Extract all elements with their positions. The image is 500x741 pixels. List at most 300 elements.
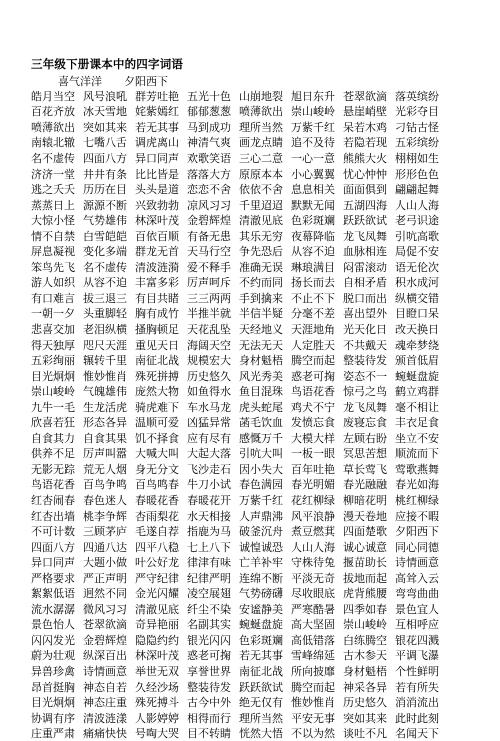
word-cell: 身无分文 (135, 462, 179, 476)
word-cell: 夕阳西下 (395, 525, 439, 539)
word-row (31, 554, 491, 570)
word-row (31, 710, 491, 726)
word-cell: 崇山峻岭 (291, 105, 335, 119)
word-cell: 庄重严肃 (31, 727, 75, 741)
word-cell: 群芳吐艳 (135, 89, 179, 103)
word-cell: 历史悠久 (343, 696, 387, 710)
word-cell: 老弓识途 (395, 214, 439, 228)
word-cell: 分毫不差 (291, 307, 335, 321)
word-cell: 春光融融 (343, 478, 387, 492)
word-cell: 百鸟争鸣 (83, 478, 127, 492)
word-cell: 悬崖峭壁 (343, 105, 387, 119)
word-cell: 局促不安 (395, 245, 439, 259)
word-cell: 四通八达 (83, 540, 127, 554)
word-cell: 风光秀美 (239, 369, 283, 383)
word-cell: 无影无踪 (31, 462, 75, 476)
word-cell: 雪峰绵延 (291, 649, 335, 663)
word-cell: 温顺可爱 (135, 416, 179, 430)
word-cell: 理所当然 (239, 711, 283, 725)
word-cell: 享誉世界 (187, 665, 231, 679)
word-cell: 血脉相连 (343, 245, 387, 259)
word-cell: 春色迷人 (83, 494, 127, 507)
word-cell: 清波涟漾 (83, 711, 127, 725)
word-cell: 百花齐放 (31, 105, 75, 119)
word-cell: 安谧静美 (239, 602, 283, 616)
word-cell: 厉声叫嚣 (83, 447, 127, 461)
word-cell: 身材魁梧 (239, 354, 283, 368)
word-cell: 纪律严明 (187, 571, 231, 585)
word-cell: 栩栩如生 (395, 151, 439, 165)
extra-word-1: 喜气洋洋 (58, 75, 102, 88)
word-cell: 刁钻古怪 (395, 120, 439, 134)
word-cell: 风号浪吼 (83, 89, 127, 103)
word-cell: 大题小做 (83, 556, 127, 570)
word-cell: 应有尽有 (187, 431, 231, 445)
word-cell: 老泪纵横 (83, 322, 127, 336)
word-cell: 搔胸顿足 (135, 322, 179, 336)
word-cell: 形态各异 (83, 416, 127, 430)
word-cell: 平淡无奇 (291, 571, 335, 585)
word-cell: 柳暗花明 (343, 494, 387, 507)
word-cell: 屏息凝视 (31, 245, 75, 259)
word-cell: 絮絮低语 (31, 587, 75, 601)
word-cell: 呆若木鸡 (343, 120, 387, 134)
word-cell: 欣喜若狂 (31, 416, 75, 430)
word-cell: 千里迢迢 (239, 198, 283, 212)
word-cell: 比比皆是 (135, 167, 179, 181)
word-cell: 所向披靡 (291, 665, 335, 679)
word-row (31, 150, 491, 166)
word-cell: 头重脚轻 (83, 307, 127, 321)
word-cell: 龙飞凤舞 (343, 400, 387, 414)
word-cell: 大惊小怪 (31, 214, 75, 228)
word-cell: 不约而同 (239, 276, 283, 290)
word-cell: 神态庄重 (83, 696, 127, 710)
word-cell: 人定胜天 (291, 338, 335, 352)
word-cell: 欢歌笑语 (187, 151, 231, 165)
word-cell: 骑虎难下 (135, 400, 179, 414)
word-cell: 一板一眼 (291, 447, 335, 461)
word-cell: 久经沙场 (135, 680, 179, 694)
word-cell: 消消流出 (395, 696, 439, 710)
word-cell: 手到擒来 (239, 291, 283, 305)
word-cell: 飞沙走石 (187, 462, 231, 476)
word-cell: 喷薄欲出 (31, 120, 75, 134)
word-cell: 有目共睹 (135, 291, 179, 305)
word-cell: 鹤立鸡群 (395, 385, 439, 399)
word-cell: 爱不释手 (187, 260, 231, 274)
word-cell: 目不转睛 (187, 727, 231, 741)
word-cell: 丰衣足食 (395, 416, 439, 430)
word-row (31, 492, 491, 508)
word-cell: 惊弓之鸟 (343, 385, 387, 399)
word-cell: 济济一堂 (31, 167, 75, 181)
word-cell: 历史悠久 (187, 369, 231, 383)
word-cell: 人山人海 (395, 198, 439, 212)
word-cell: 昂首挺胸 (31, 680, 75, 694)
word-cell: 毫不相让 (395, 400, 439, 414)
word-cell: 一朝一夕 (31, 307, 75, 321)
word-row (31, 104, 491, 120)
word-cell: 供养不足 (31, 447, 75, 461)
word-cell: 规模宏大 (187, 354, 231, 368)
word-cell: 三心二意 (239, 151, 283, 165)
word-cell: 色彩斑斓 (291, 214, 335, 228)
word-cell: 目光炯炯 (31, 369, 75, 383)
word-cell: 坐立不安 (395, 431, 439, 445)
word-cell: 扬长而去 (291, 276, 335, 290)
word-cell: 春暖花开 (187, 494, 231, 507)
word-cell: 腾空而起 (291, 680, 335, 694)
word-cell: 身材魁梧 (343, 665, 387, 679)
word-cell: 气势磅礴 (239, 587, 283, 601)
word-cell: 自食其力 (31, 431, 75, 445)
word-cell: 惟妙惟肖 (291, 696, 335, 710)
word-cell: 得天独厚 (31, 338, 75, 352)
word-cell: 感慨万千 (239, 431, 283, 445)
word-cell: 应接不暇 (395, 509, 439, 523)
word-cell: 殊死拼搏 (135, 369, 179, 383)
word-cell: 惑老可掬 (291, 369, 335, 383)
word-cell: 马到成功 (187, 120, 231, 134)
word-cell: 人影婷婷 (135, 711, 179, 725)
word-cell: 破釜沉舟 (239, 525, 283, 539)
word-cell: 引吭大叫 (239, 447, 283, 461)
word-cell: 大起大落 (187, 447, 231, 461)
word-cell: 五湖四海 (343, 198, 387, 212)
word-cell: 凉风习习 (187, 198, 231, 212)
word-cell: 春色满园 (239, 478, 283, 492)
word-cell: 流水潺潺 (31, 602, 75, 616)
word-cell: 落落大方 (187, 167, 231, 181)
word-cell: 腾空而起 (291, 354, 335, 368)
word-cell: 神态自若 (83, 680, 127, 694)
word-cell: 半信半疑 (239, 307, 283, 321)
word-cell: 兴致勃勃 (135, 198, 179, 212)
word-cell: 恋恋不舍 (187, 183, 231, 197)
word-cell: 面面俱到 (343, 183, 387, 197)
word-cell: 天马行空 (187, 245, 231, 259)
word-cell: 突如其来 (83, 120, 127, 134)
word-cell: 恍然大悟 (239, 727, 283, 741)
word-cell: 异口同声 (31, 556, 75, 570)
word-cell: 废寝忘食 (343, 416, 387, 430)
word-row (31, 88, 491, 104)
word-cell: 鸟语花香 (291, 385, 335, 399)
word-cell: 鸟语花香 (31, 478, 75, 492)
word-cell: 不以为然 (291, 727, 335, 741)
word-cell: 目光炯炯 (31, 696, 75, 710)
word-cell: 纵横交错 (395, 291, 439, 305)
word-cell: 蜿蜒盘旋 (239, 618, 283, 632)
word-cell: 光彩夺目 (395, 105, 439, 119)
word-cell: 银光闪闪 (187, 633, 231, 647)
word-cell: 花红柳绿 (291, 494, 335, 507)
word-cell: 天花乱坠 (187, 322, 231, 336)
word-cell: 律津有味 (187, 556, 231, 570)
word-cell: 琳琅满目 (291, 260, 335, 274)
word-row (31, 135, 491, 151)
word-row (31, 306, 491, 322)
word-cell: 桃红柳绿 (395, 494, 439, 507)
word-cell: 冰天雪地 (83, 105, 127, 119)
word-cell: 五彩缤纷 (395, 136, 439, 150)
word-cell: 金光闪耀 (135, 587, 179, 601)
word-row (31, 508, 491, 524)
word-row (31, 368, 491, 384)
word-row (31, 523, 491, 539)
word-cell: 纤尘不染 (187, 602, 231, 616)
word-cell: 群龙无首 (135, 245, 179, 259)
word-cell: 金碧辉煌 (187, 214, 231, 228)
word-cell: 其乐无穷 (239, 229, 283, 243)
word-cell: 蜿蜒盘旋 (395, 369, 439, 383)
word-cell: 重见天日 (135, 338, 179, 352)
word-cell: 殊死搏斗 (135, 696, 179, 710)
word-cell: 南征北战 (239, 665, 283, 679)
word-cell: 龙飞凤舞 (343, 229, 387, 243)
word-cell: 诚心诚意 (343, 540, 387, 554)
word-cell: 逃之夭夭 (31, 183, 75, 197)
word-row (31, 477, 491, 493)
word-row (31, 228, 491, 244)
word-cell: 源源不断 (83, 198, 127, 212)
word-cell: 整装待发 (343, 354, 387, 368)
word-row (31, 617, 491, 633)
word-cell: 不止不下 (291, 291, 335, 305)
word-cell: 牛刀小试 (187, 478, 231, 492)
word-cell: 五光十色 (187, 89, 231, 103)
word-cell: 喷薄欲出 (239, 105, 283, 119)
word-cell: 揠苗助长 (343, 556, 387, 570)
word-cell: 异兽珍禽 (31, 665, 75, 679)
word-cell: 四面楚歌 (343, 525, 387, 539)
word-cell: 惑老可掬 (187, 649, 231, 663)
word-cell: 气魄雄伟 (83, 385, 127, 399)
word-cell: 跃跃欲试 (239, 680, 283, 694)
word-cell: 郁郁葱葱 (187, 105, 231, 119)
word-cell: 画龙点睛 (239, 136, 283, 150)
word-row (31, 119, 491, 135)
word-row (31, 570, 491, 586)
word-cell: 突如其来 (343, 711, 387, 725)
word-cell: 三顾茅庐 (83, 525, 127, 539)
word-cell: 气势雄伟 (83, 214, 127, 228)
word-cell: 若无其事 (135, 120, 179, 134)
word-cell: 古木参天 (343, 649, 387, 663)
extra-word-2: 夕阳西下 (124, 75, 168, 88)
word-cell: 毛遂自荐 (135, 525, 179, 539)
word-cell: 五彩绚丽 (31, 354, 75, 368)
word-cell: 目瞪口呆 (395, 307, 439, 321)
word-row (31, 601, 491, 617)
word-row (31, 243, 491, 259)
word-cell: 魂牵梦绕 (395, 338, 439, 352)
word-cell: 春暖花香 (135, 494, 179, 507)
word-cell: 姿态不一 (343, 369, 387, 383)
word-cell: 协调有序 (31, 711, 75, 725)
word-cell: 春光明媚 (291, 478, 335, 492)
word-cell: 如鱼得水 (187, 385, 231, 399)
word-cell: 落英缤纷 (395, 89, 439, 103)
word-cell: 喜出望外 (343, 307, 387, 321)
word-cell: 从容不迫 (83, 276, 127, 290)
word-cell: 一心一意 (291, 151, 335, 165)
word-cell: 荒无人烟 (83, 462, 127, 476)
word-cell: 大模大样 (291, 431, 335, 445)
word-cell: 风平浪静 (291, 509, 335, 523)
word-cell: 纵深百出 (83, 649, 127, 663)
word-cell: 诗情画意 (83, 665, 127, 679)
word-cell: 无法无天 (239, 338, 283, 352)
word-cell: 高耸入云 (395, 571, 439, 585)
word-cell: 自食其果 (83, 431, 127, 445)
word-cell: 四面八方 (83, 151, 127, 165)
word-cell: 人山人海 (291, 540, 335, 554)
word-cell: 举世无双 (135, 665, 179, 679)
word-cell: 漫天卷地 (343, 509, 387, 523)
word-cell: 连绵不断 (239, 571, 283, 585)
word-row (31, 725, 491, 741)
word-cell: 平安无事 (291, 711, 335, 725)
word-cell: 万紫千红 (291, 120, 335, 134)
word-row (31, 275, 491, 291)
word-cell: 小心翼翼 (291, 167, 335, 181)
word-cell: 菡毛饮血 (239, 416, 283, 430)
word-cell: 闷雷滚动 (343, 260, 387, 274)
word-cell: 笨鸟先飞 (31, 260, 75, 274)
word-cell: 高大坚固 (291, 618, 335, 632)
word-cell: 发愤忘食 (291, 416, 335, 430)
word-cell: 煮豆燃萁 (291, 525, 335, 539)
word-cell: 脱口而出 (343, 291, 387, 305)
word-cell: 名不虚传 (31, 151, 75, 165)
word-cell: 追不及待 (291, 136, 335, 150)
word-cell: 因小失大 (239, 462, 283, 476)
word-cell: 林深叶茂 (135, 214, 179, 228)
word-row (31, 181, 491, 197)
word-cell: 不共戴天 (343, 338, 387, 352)
word-cell: 互相呼应 (395, 618, 439, 632)
word-cell: 守株待兔 (291, 556, 335, 570)
word-cell: 左顾右盼 (343, 431, 387, 445)
word-cell: 白雪皑皑 (83, 229, 127, 243)
word-cell: 车水马龙 (187, 400, 231, 414)
word-cell: 景色怡人 (31, 618, 75, 632)
word-cell: 崇山峻岭 (343, 618, 387, 632)
word-cell: 七嘴八舌 (83, 136, 127, 150)
word-cell: 息息相关 (291, 183, 335, 197)
word-cell: 依依不舍 (239, 183, 283, 197)
word-cell: 若有所失 (395, 680, 439, 694)
word-cell: 迥然不同 (83, 587, 127, 601)
word-cell: 此时此刻 (395, 711, 439, 725)
word-cell: 拔地而起 (343, 571, 387, 585)
word-cell: 鸡犬不宁 (291, 400, 335, 414)
word-cell: 名副其实 (187, 618, 231, 632)
word-cell: 原原本本 (239, 167, 283, 181)
word-cell: 顺流而下 (395, 447, 439, 461)
word-cell: 指鹿为马 (187, 525, 231, 539)
word-cell: 银花四溅 (395, 633, 439, 647)
word-cell: 旭日东升 (291, 89, 335, 103)
word-cell: 忧心忡忡 (343, 167, 387, 181)
word-cell: 色彩斑斓 (239, 633, 283, 647)
word-grid (31, 88, 491, 741)
word-cell: 崇山峻岭 (31, 385, 75, 399)
word-cell: 万紫千红 (239, 494, 283, 507)
word-cell: 名闻天下 (395, 727, 439, 741)
word-cell: 拔三退三 (83, 291, 127, 305)
word-cell: 山崩地裂 (239, 89, 283, 103)
word-cell: 冥思苦想 (343, 447, 387, 461)
word-cell: 百依百顺 (135, 229, 179, 243)
word-cell: 绝无仅有 (239, 696, 283, 710)
word-cell: 有备无患 (187, 229, 231, 243)
word-cell: 弯弯曲曲 (395, 587, 439, 601)
word-cell: 异口同声 (135, 151, 179, 165)
word-cell: 号啕大哭 (135, 727, 179, 741)
word-cell: 草长莺飞 (343, 462, 387, 476)
word-row (31, 446, 491, 462)
word-cell: 皓月当空 (31, 89, 75, 103)
word-cell: 游人如织 (31, 276, 75, 290)
word-cell: 语无伦次 (395, 260, 439, 274)
word-cell: 尽收眼底 (291, 587, 335, 601)
word-row (31, 337, 491, 353)
word-cell: 虎头蛇尾 (239, 400, 283, 414)
word-cell: 古今中外 (187, 696, 231, 710)
word-cell: 天经地义 (239, 322, 283, 336)
word-cell: 白练腾空 (343, 633, 387, 647)
word-row (31, 414, 491, 430)
word-cell: 诗情画意 (395, 556, 439, 570)
word-cell: 闪闪发光 (31, 633, 75, 647)
word-cell: 鱼目混珠 (239, 385, 283, 399)
word-cell: 整装待发 (187, 680, 231, 694)
word-cell: 严格要求 (31, 571, 75, 585)
word-cell: 南辕北辙 (31, 136, 75, 150)
word-cell: 蒸蒸日上 (31, 198, 75, 212)
word-cell: 悲喜交加 (31, 322, 75, 336)
word-cell: 调虎离山 (135, 136, 179, 150)
word-cell: 相得而行 (187, 711, 231, 725)
word-cell: 海阔天空 (187, 338, 231, 352)
word-cell: 井井有条 (83, 167, 127, 181)
word-cell: 夜幕降临 (291, 229, 335, 243)
word-cell: 积水成河 (395, 276, 439, 290)
word-cell: 神采各异 (343, 680, 387, 694)
word-cell: 谈吐不凡 (343, 727, 387, 741)
word-cell: 变化多端 (83, 245, 127, 259)
word-cell: 三三两两 (187, 291, 231, 305)
word-cell: 金碧辉煌 (83, 633, 127, 647)
word-cell: 平调飞瀑 (395, 649, 439, 663)
word-row (31, 166, 491, 182)
word-cell: 头头是道 (135, 183, 179, 197)
word-cell: 红杏出墙 (31, 509, 75, 523)
word-cell: 咫尺天涯 (83, 338, 127, 352)
word-cell: 虎背熊腰 (343, 587, 387, 601)
word-cell: 严寒酷暑 (291, 602, 335, 616)
word-cell: 亡羊补牢 (239, 556, 283, 570)
word-cell: 痛痛快快 (83, 727, 127, 741)
word-row (31, 632, 491, 648)
word-cell: 四平八稳 (135, 540, 179, 554)
word-cell: 清波涟漪 (135, 260, 179, 274)
word-cell: 庞然大物 (135, 385, 179, 399)
word-cell: 隐隐约约 (135, 633, 179, 647)
